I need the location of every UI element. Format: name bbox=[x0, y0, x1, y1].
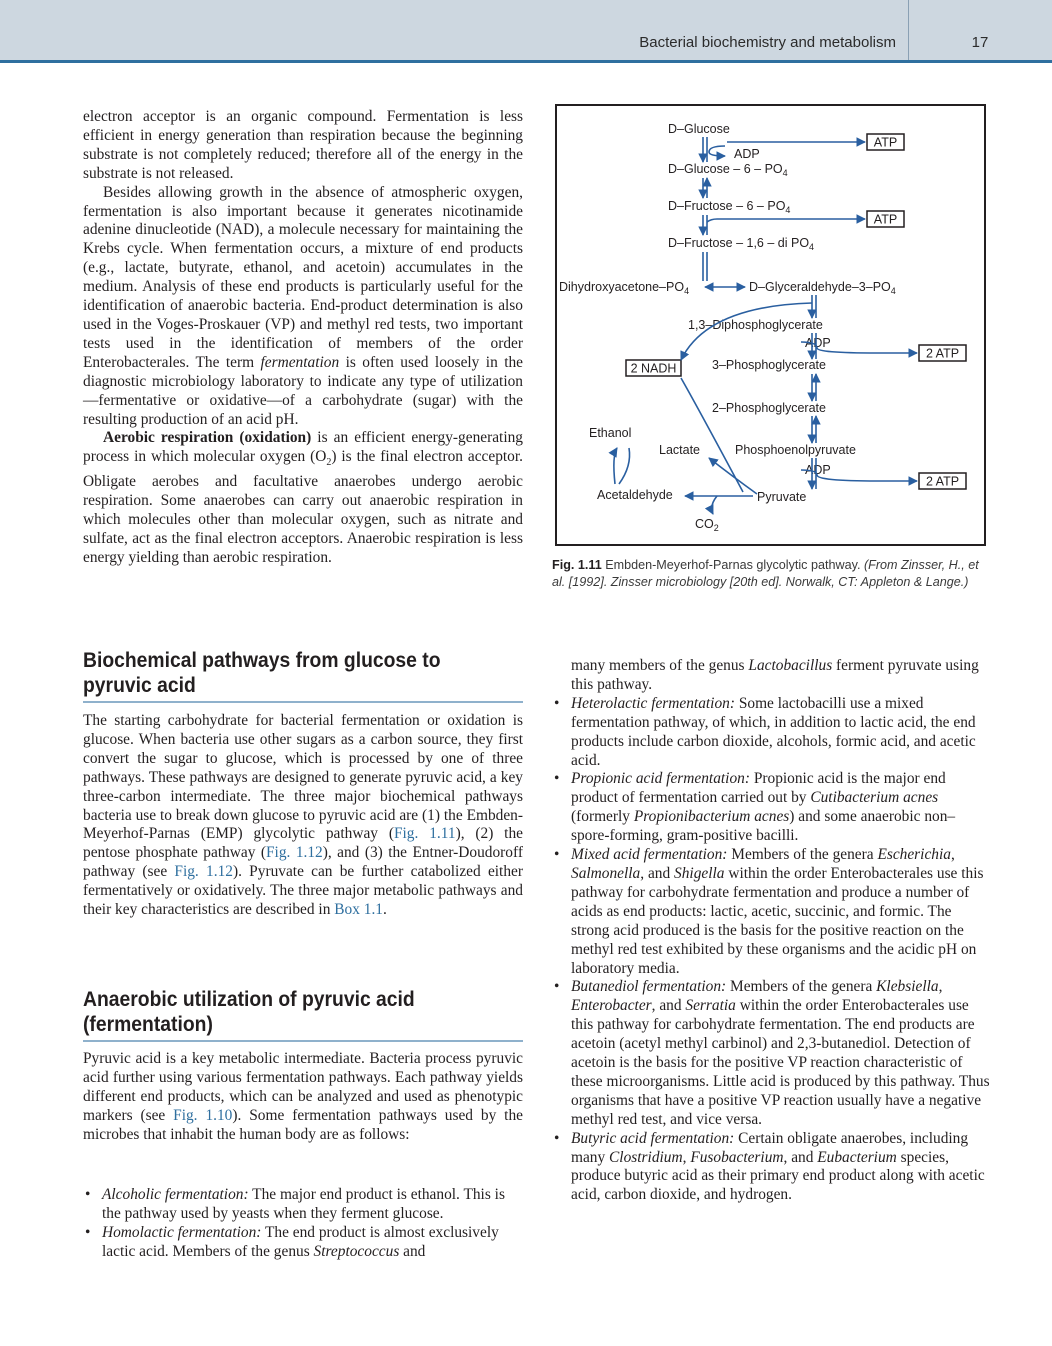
figure-link[interactable]: Fig. 1.12 bbox=[174, 863, 233, 881]
list-item: • Propionic acid fermentation: Propionic acid is the major end product of fermentation carried out by Cutibacterium acnes (formerly Propionibacterium acnes) and some anaerobic non–spore-forming, gram-positive bacilli. bbox=[552, 770, 992, 846]
label-dpg: 1,3–Diphosphoglycerate bbox=[688, 318, 823, 332]
label-adp: ADP bbox=[734, 147, 760, 161]
box-link[interactable]: Box 1.1 bbox=[334, 901, 384, 919]
label-f6p: D–Fructose – $6 - PO_4$ bbox=[668, 199, 791, 215]
header-divider bbox=[908, 0, 909, 60]
arrow bbox=[707, 219, 865, 222]
arrow bbox=[709, 146, 725, 156]
header-rule bbox=[0, 60, 1052, 63]
list-item: • Butanediol fermentation: Members of the genera Klebsiella, Enterobacter, and Serratia within the order Enterobacterales use this pathway for carbohydrate fermentation. The end products are acetoin (acetyl methyl carbinol) and 2,3-butanediol. Detection of acetoin is the basis for the positive VP reaction characteristic of these microorganisms. Little acid is produced by this pathway. Thus organisms that have a positive VP reaction usually have a negative methyl red test, and vice versa. bbox=[552, 978, 992, 1129]
label-2pg: 2–Phosphoglycerate bbox=[712, 401, 826, 415]
section2-text bbox=[83, 1050, 523, 1145]
label-pep: Phosphoenolpyruvate bbox=[735, 443, 856, 457]
bold-lead: Aerobic respiration (oxidation) bbox=[103, 429, 312, 447]
list-item: • Alcoholic fermentation: The major end product is ethanol. This is the pathway used by yeasts when they ferment glucose. bbox=[83, 1186, 523, 1224]
page-number: 17 bbox=[971, 34, 989, 51]
page-header bbox=[0, 0, 1052, 60]
paragraph: Pyruvic acid is a key metabolic intermediate. Bacteria process pyruvic acid further using various fermentation pathways. Each pathway yields different end products, which can be analyzed and used as phenotypic markers (see Fig. 1.10). Some fermentation pathways used by the microbes that inhabit the human body are as follows: bbox=[83, 1050, 523, 1143]
section1-text bbox=[83, 712, 523, 920]
list-item: • Homolactic fermentation: The end product is almost exclusively lactic acid. Members of the genus Streptococcus and bbox=[83, 1224, 523, 1262]
italic-term: fermentation bbox=[260, 353, 340, 371]
section-heading: Biochemical pathways from glucose to pyruvic acid bbox=[83, 649, 441, 697]
figure-link[interactable]: Fig. 1.10 bbox=[173, 1106, 233, 1124]
left-top-text bbox=[83, 108, 523, 568]
section2-bullets bbox=[83, 1186, 523, 1262]
atp-box-label: 2 ATP bbox=[925, 346, 960, 361]
heading-rule bbox=[83, 1040, 523, 1042]
list-item-continued: many members of the genus Lactobacillus ferment pyruvate using this pathway. bbox=[571, 657, 979, 693]
figure-caption: Fig. 1.11 Embden-Meyerhof-Parnas glycolytic pathway. (From Zinsser, H., et al. [1992]. Zinsser microbiology [20th ed]. Norwalk, CT: Appleton & Lange.) bbox=[552, 558, 979, 589]
glycolysis-diagram bbox=[557, 106, 984, 544]
figure-link[interactable]: Fig. 1.11 bbox=[393, 825, 456, 843]
right-column-text bbox=[552, 657, 992, 1205]
label-pyruvate: Pyruvate bbox=[757, 490, 807, 504]
arrow bbox=[614, 448, 617, 484]
arrow bbox=[709, 458, 757, 494]
paragraph: electron acceptor is an organic compound. Fermentation is less efficient in energy generation than respiration because the beginning substrate is not completely reduced; therefore all of the energy in the substrate is not released. bbox=[83, 108, 523, 182]
figure-link[interactable]: Fig. 1.12 bbox=[266, 844, 323, 862]
label-adp: ADP bbox=[805, 463, 831, 477]
label-fdp: D–Fructose – 1,6 – di $PO_4$ bbox=[668, 236, 815, 252]
atp-box-label: ATP bbox=[873, 212, 898, 227]
label-3pg: 3–Phosphoglycerate bbox=[712, 358, 826, 372]
section-heading: Anaerobic utilization of pyruvic acid (fermentation) bbox=[83, 988, 415, 1036]
list-item: • Mixed acid fermentation: Members of the genera Escherichia, Salmonella, and Shigella within the order Enterobacterales use this pathway for carbohydrate fermentation and produce a number of acids as end products: lactic, acetic, succinic, and formic. The strong acid produced is the basis for the positive reaction on the methyl red test exhibited by these organisms and the acidic pH on laboratory media. bbox=[552, 846, 992, 978]
label-adp: ADP bbox=[805, 336, 831, 350]
list-item: • Heterolactic fermentation: Some lactobacilli use a mixed fermentation pathway, of which, in addition to lactic acid, the end products include carbon dioxide, alcohols, formic acid, and acetic acid. bbox=[552, 695, 992, 771]
label-co2: $CO_2$ bbox=[695, 517, 719, 533]
arrow bbox=[619, 448, 630, 484]
atp-box-label: 2 ATP bbox=[925, 474, 960, 489]
glycolysis-figure bbox=[555, 104, 986, 546]
label-ethanol: Ethanol bbox=[589, 426, 632, 440]
list-item: • Butyric acid fermentation: Certain obligate anaerobes, including many Clostridium, Fusobacterium, and Eubacterium species, produce butyric acid as their primary end product along with acetic acid, carbon dioxide, and hydrogen. bbox=[552, 1130, 992, 1206]
running-title: Bacterial biochemistry and metabolism bbox=[639, 34, 896, 51]
atp-box-label: ATP bbox=[873, 135, 898, 150]
arrow bbox=[681, 378, 743, 492]
label-acetaldehyde: Acetaldehyde bbox=[597, 488, 673, 502]
label-g3p: $D-Glyceraldehyde-3-PO_4$ bbox=[749, 280, 896, 296]
arrow bbox=[712, 496, 717, 514]
nadh-box-label: 2 NADH bbox=[630, 361, 677, 376]
heading-rule bbox=[83, 701, 523, 703]
label-glucose: D–Glucose bbox=[668, 122, 730, 136]
label-dhap: Dihydroxyacetone–$PO_4$ bbox=[559, 280, 690, 296]
paragraph: The starting carbohydrate for bacterial fermentation or oxidation is glucose. When bacteria use other sugars as a carbon source, they first convert the sugar to glucose, which is processed by one of three pathways. These pathways are designed to generate pyruvic acid, a key three-carbon intermediate. The three major biochemical pathways bacteria use to break down glucose to pyruvic acid are (1) the Embden-Meyerhof-Parnas (EMP) glycolytic pathway (Fig. 1.11), (2) the pentose phosphate pathway (Fig. 1.12), and (3) the Entner-Doudoroff pathway (see Fig. 1.12). Pyruvate can be further catabolized either fermentatively or oxidatively. The three major metabolic pathways and their key characteristics are described in Box 1.1. bbox=[83, 712, 523, 919]
paragraph: Besides allowing growth in the absence of atmospheric oxygen, fermentation is also important because it generates nicotinamide adenine dinucleotide (NAD), a molecule necessary for maintaining the Krebs cycle. When fermentation occurs, a mixture of end products (e.g., lactate, butyrate, ethanol, and acetoin) accumulates in the medium. Analysis of these end products is particularly useful for the identification of anaerobic bacteria. End-product determination is also used in the Voges-Proskauer (VP) and methyl red tests, two important tests used in the identification of members of the order Enterobacterales. The term fermentation is often used loosely in the diagnostic microbiology laboratory to indicate any type of utilization—fermentative or oxidative—of a carbohydrate (sugar) with the resulting production of an acid pH. bbox=[83, 183, 523, 428]
label-lactate: Lactate bbox=[659, 443, 701, 457]
paragraph: Aerobic respiration (oxidation) is an efficient energy-generating process in which molecular oxygen $(O_2)$ is the final electron acceptor. Obligate aerobes and facultative anaerobes undergo aerobic respiration. Some anaerobes can carry out anaerobic respiration in which molecules other than molecular oxygen, such as nitrate and sulfate, act as the final electron acceptors. Anaerobic respiration is less energy yielding than aerobic respiration. bbox=[83, 429, 523, 566]
label-g6p: $D-Glucose - 6 - PO_4$ bbox=[668, 162, 788, 178]
